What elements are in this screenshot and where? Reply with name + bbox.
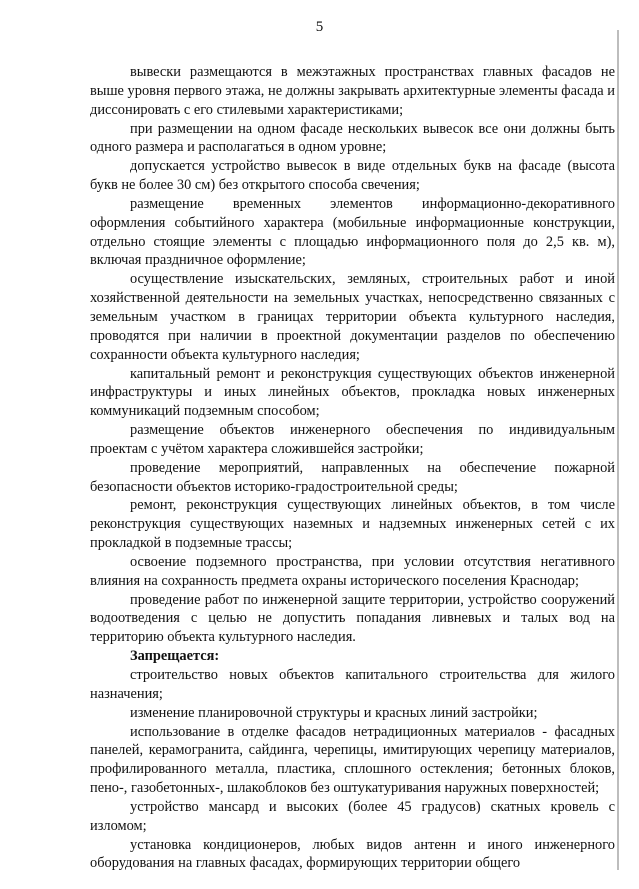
heading-prohibited: Запрещается: <box>130 648 220 665</box>
document-body <box>90 63 615 873</box>
paragraph-engineering-protection: проведение работ по инженерной защите территории, устройство сооружений водоотведения с целью не допустить попадания ливневых и талых вод на территорию объекта культурного наследия. <box>90 591 615 646</box>
paragraph-no-planning-change: изменение планировочной структуры и красных линий застройки; <box>130 704 538 721</box>
paragraph-linear-objects: ремонт, реконструкция существующих линейных объектов, в том числе реконструкция существующих наземных и надземных инженерных сетей с их прокладкой в подземные трассы; <box>90 497 615 552</box>
paragraph-letter-signs: допускается устройство вывесок в виде отдельных букв на фасаде (высота букв не более 30 см) без открытого способа свечения; <box>90 158 615 194</box>
paragraph-signage-placement: вывески размещаются в межэтажных пространствах главных фасадов не выше уровня первого этажа, не должны закрывать архитектурные элементы фасада и диссонировать с его стилевыми характеристиками; <box>90 64 615 118</box>
paragraph-survey-works: осуществление изыскательских, земляных, строительных работ и иной хозяйственной деятельности на земельных участках, непосредственно связанных с земельным участком в границах территории объекта культурного наследия, проводятся при наличии в проектной документации разделов по обеспечению сохранности объекта культурного наследия; <box>90 271 615 363</box>
page-number: 5 <box>315 19 324 35</box>
scan-margin-line <box>617 30 619 870</box>
paragraph-underground-space: освоение подземного пространства, при условии отсутствия негативного влияния на сохранность предмета охраны исторического поселения Краснодар; <box>90 553 615 589</box>
paragraph-no-equipment-on-facades: установка кондиционеров, любых видов антенн и иного инженерного оборудования на главных фасадах, формирующих территории общего <box>90 836 615 872</box>
paragraph-fire-safety: проведение мероприятий, направленных на обеспечение пожарной безопасности объектов историко-градостроительной среды; <box>90 459 615 495</box>
paragraph-no-nontraditional-materials: использование в отделке фасадов нетрадиционных материалов - фасадных панелей, керамогранита, сайдинга, черепицы, имитирующих черепицу материалов, профилированного металла, пластика, сплошного остекления; бетонных блоков, пено-, газобетонных-, шлакоблоков без оштукатуривания наружных поверхностей; <box>90 723 615 797</box>
paragraph-no-mansards: устройство мансард и высоких (более 45 градусов) скатных кровель с изломом; <box>90 798 615 834</box>
paragraph-engineering-objects: размещение объектов инженерного обеспечения по индивидуальным проектам с учётом характера сложившейся застройки; <box>90 422 615 457</box>
paragraph-temporary-elements: размещение временных элементов информационно-декоративного оформления событийного характера (мобильные информационные конструкции, отдельно стоящие элементы с площадью информационного поля до 2,5 кв. м), включая праздничное оформление; <box>90 195 615 269</box>
paragraph-no-residential: строительство новых объектов капитального строительства для жилого назначения; <box>90 667 615 702</box>
paragraph-capital-repair: капитальный ремонт и реконструкция существующих объектов инженерной инфраструктуры и иных линейных объектов, прокладка новых инженерных коммуникаций подземным способом; <box>90 365 615 420</box>
paragraph-multiple-signs: при размещении на одном фасаде нескольких вывесок все они должны быть одного размера и располагаться в одном уровне; <box>90 120 615 156</box>
